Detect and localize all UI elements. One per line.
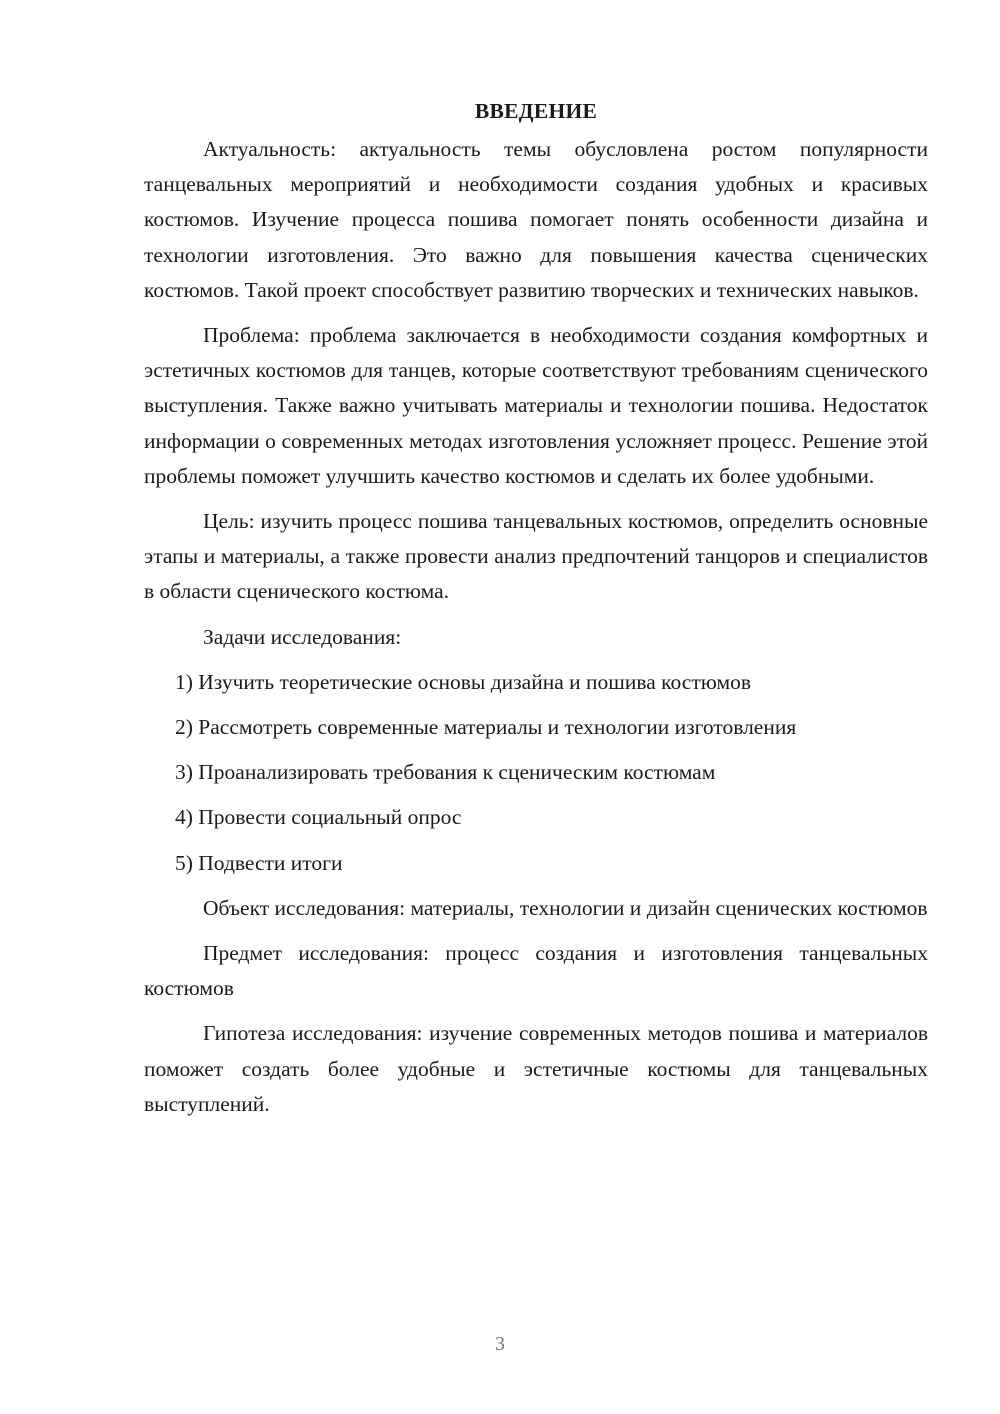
- document-page: [144, 96, 928, 1122]
- list-item: 2) Рассмотреть современные материалы и технологии изготовления: [175, 715, 797, 740]
- problem-paragraph: Проблема: проблема заключается в необходимости создания комфортных и эстетичных костюмов для танцев, которые соответствуют требованиям сценического выступления. Также важно учитывать материалы и технологии пошива. Недостаток информации о современных методах изготовления усложняет процесс. Решение этой проблемы поможет улучшить качество костюмов и сделать их более удобными.: [144, 323, 928, 488]
- object-paragraph: Объект исследования: материалы, технологии и дизайн сценических костюмов: [203, 895, 928, 920]
- list-item: 1) Изучить теоретические основы дизайна и пошива костюмов: [175, 669, 751, 694]
- page-number: 3: [495, 1333, 505, 1355]
- subject-paragraph: Предмет исследования: процесс создания и изготовления танцевальных костюмов: [144, 941, 928, 1001]
- tasks-list: [144, 665, 928, 881]
- hypothesis-paragraph: Гипотеза исследования: изучение современных методов пошива и материалов поможет создать более удобные и эстетичные костюмы для танцевальных выступлений.: [144, 1021, 928, 1116]
- list-item: 3) Проанализировать требования к сценическим костюмам: [175, 760, 716, 785]
- page-title: ВВЕДЕНИЕ: [474, 99, 598, 123]
- list-item: 4) Провести социальный опрос: [175, 805, 462, 830]
- relevance-paragraph: Актуальность: актуальность темы обусловлена ростом популярности танцевальных мероприятий и необходимости создания удобных и красивых костюмов. Изучение процесса пошива помогает понять особенности дизайна и технологии изготовления. Это важно для повышения качества сценических костюмов. Такой проект способствует развитию творческих и технических навыков.: [144, 137, 928, 302]
- list-item: 5) Подвести итоги: [175, 850, 343, 875]
- goal-paragraph: Цель: изучить процесс пошива танцевальных костюмов, определить основные этапы и материалы, а также провести анализ предпочтений танцоров и специалистов в области сценического костюма.: [144, 509, 928, 604]
- tasks-heading: Задачи исследования:: [203, 624, 402, 649]
